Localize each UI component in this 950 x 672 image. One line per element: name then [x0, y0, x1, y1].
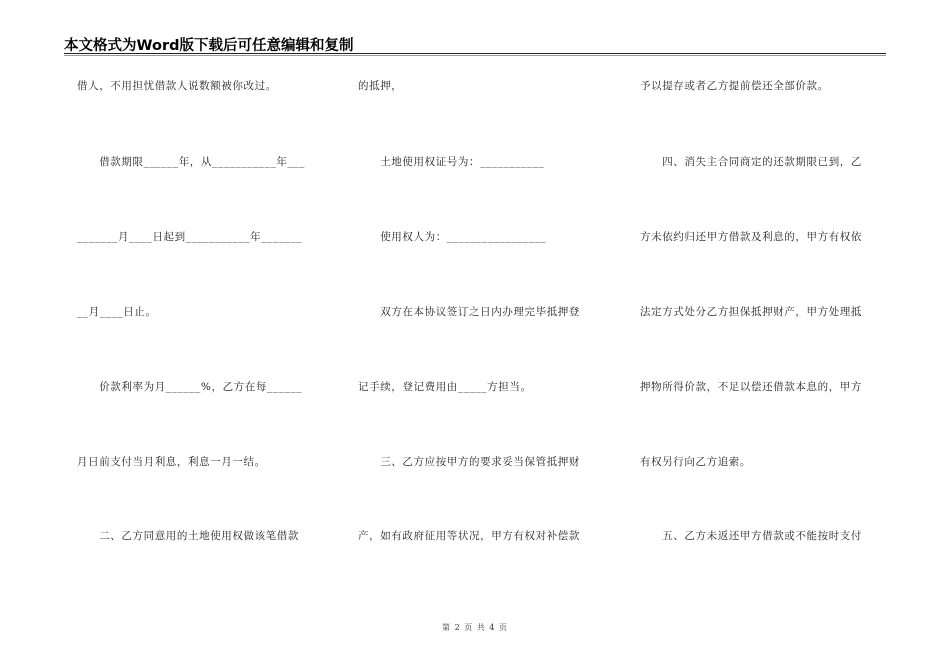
text-line: 三、乙方应按甲方的要求妥当保管抵押财 — [358, 456, 580, 468]
text-line: 双方在本协议签订之日内办理完毕抵押登 — [358, 306, 580, 318]
header-rule-secondary — [64, 55, 886, 56]
text-line: 记手续，登记费用由_____方担当。 — [358, 381, 532, 393]
text-line: 价款利率为月______%，乙方在每______ — [77, 381, 303, 393]
text-line: 四、消失主合同商定的还款期限已到，乙 — [640, 156, 862, 168]
header-rule — [64, 53, 886, 54]
text-line: 的抵押， — [358, 80, 403, 92]
text-line: 土地使用权证号为：___________ — [358, 156, 545, 168]
text-line: 法定方式处分乙方担保抵押财产，甲方处理抵 — [640, 306, 862, 318]
document-header-title: 本文格式为Word版下载后可任意编辑和复制 — [64, 38, 354, 54]
text-line: 月日前支付当月利息，利息一月一结。 — [77, 456, 266, 468]
text-line: 二、乙方同意用的土地使用权做该笔借款 — [77, 530, 299, 542]
text-line: _______月____日起到___________年_______ — [77, 231, 303, 243]
text-line: 五、乙方未返还甲方借款或不能按时支付 — [640, 530, 862, 542]
text-line: 产，如有政府征用等状况，甲方有权对补偿款 — [358, 530, 580, 542]
text-line: 借款期限______年，从___________年___ — [77, 156, 305, 168]
text-line: 押物所得价款，不足以偿还借款本息的，甲方 — [640, 381, 862, 393]
text-line: 有权另行向乙方追索。 — [640, 456, 751, 468]
page-number: 第 2 页 共 4 页 — [442, 623, 508, 632]
text-line: __月____日止。 — [77, 306, 157, 318]
text-line: 方未依约归还甲方借款及利息的，甲方有权依 — [640, 231, 862, 243]
text-line: 借人，不用担忧借款人说数额被你改过。 — [77, 80, 277, 92]
text-line: 予以提存或者乙方提前偿还全部价款。 — [640, 80, 829, 92]
text-line: 使用权人为：_________________ — [358, 231, 547, 243]
